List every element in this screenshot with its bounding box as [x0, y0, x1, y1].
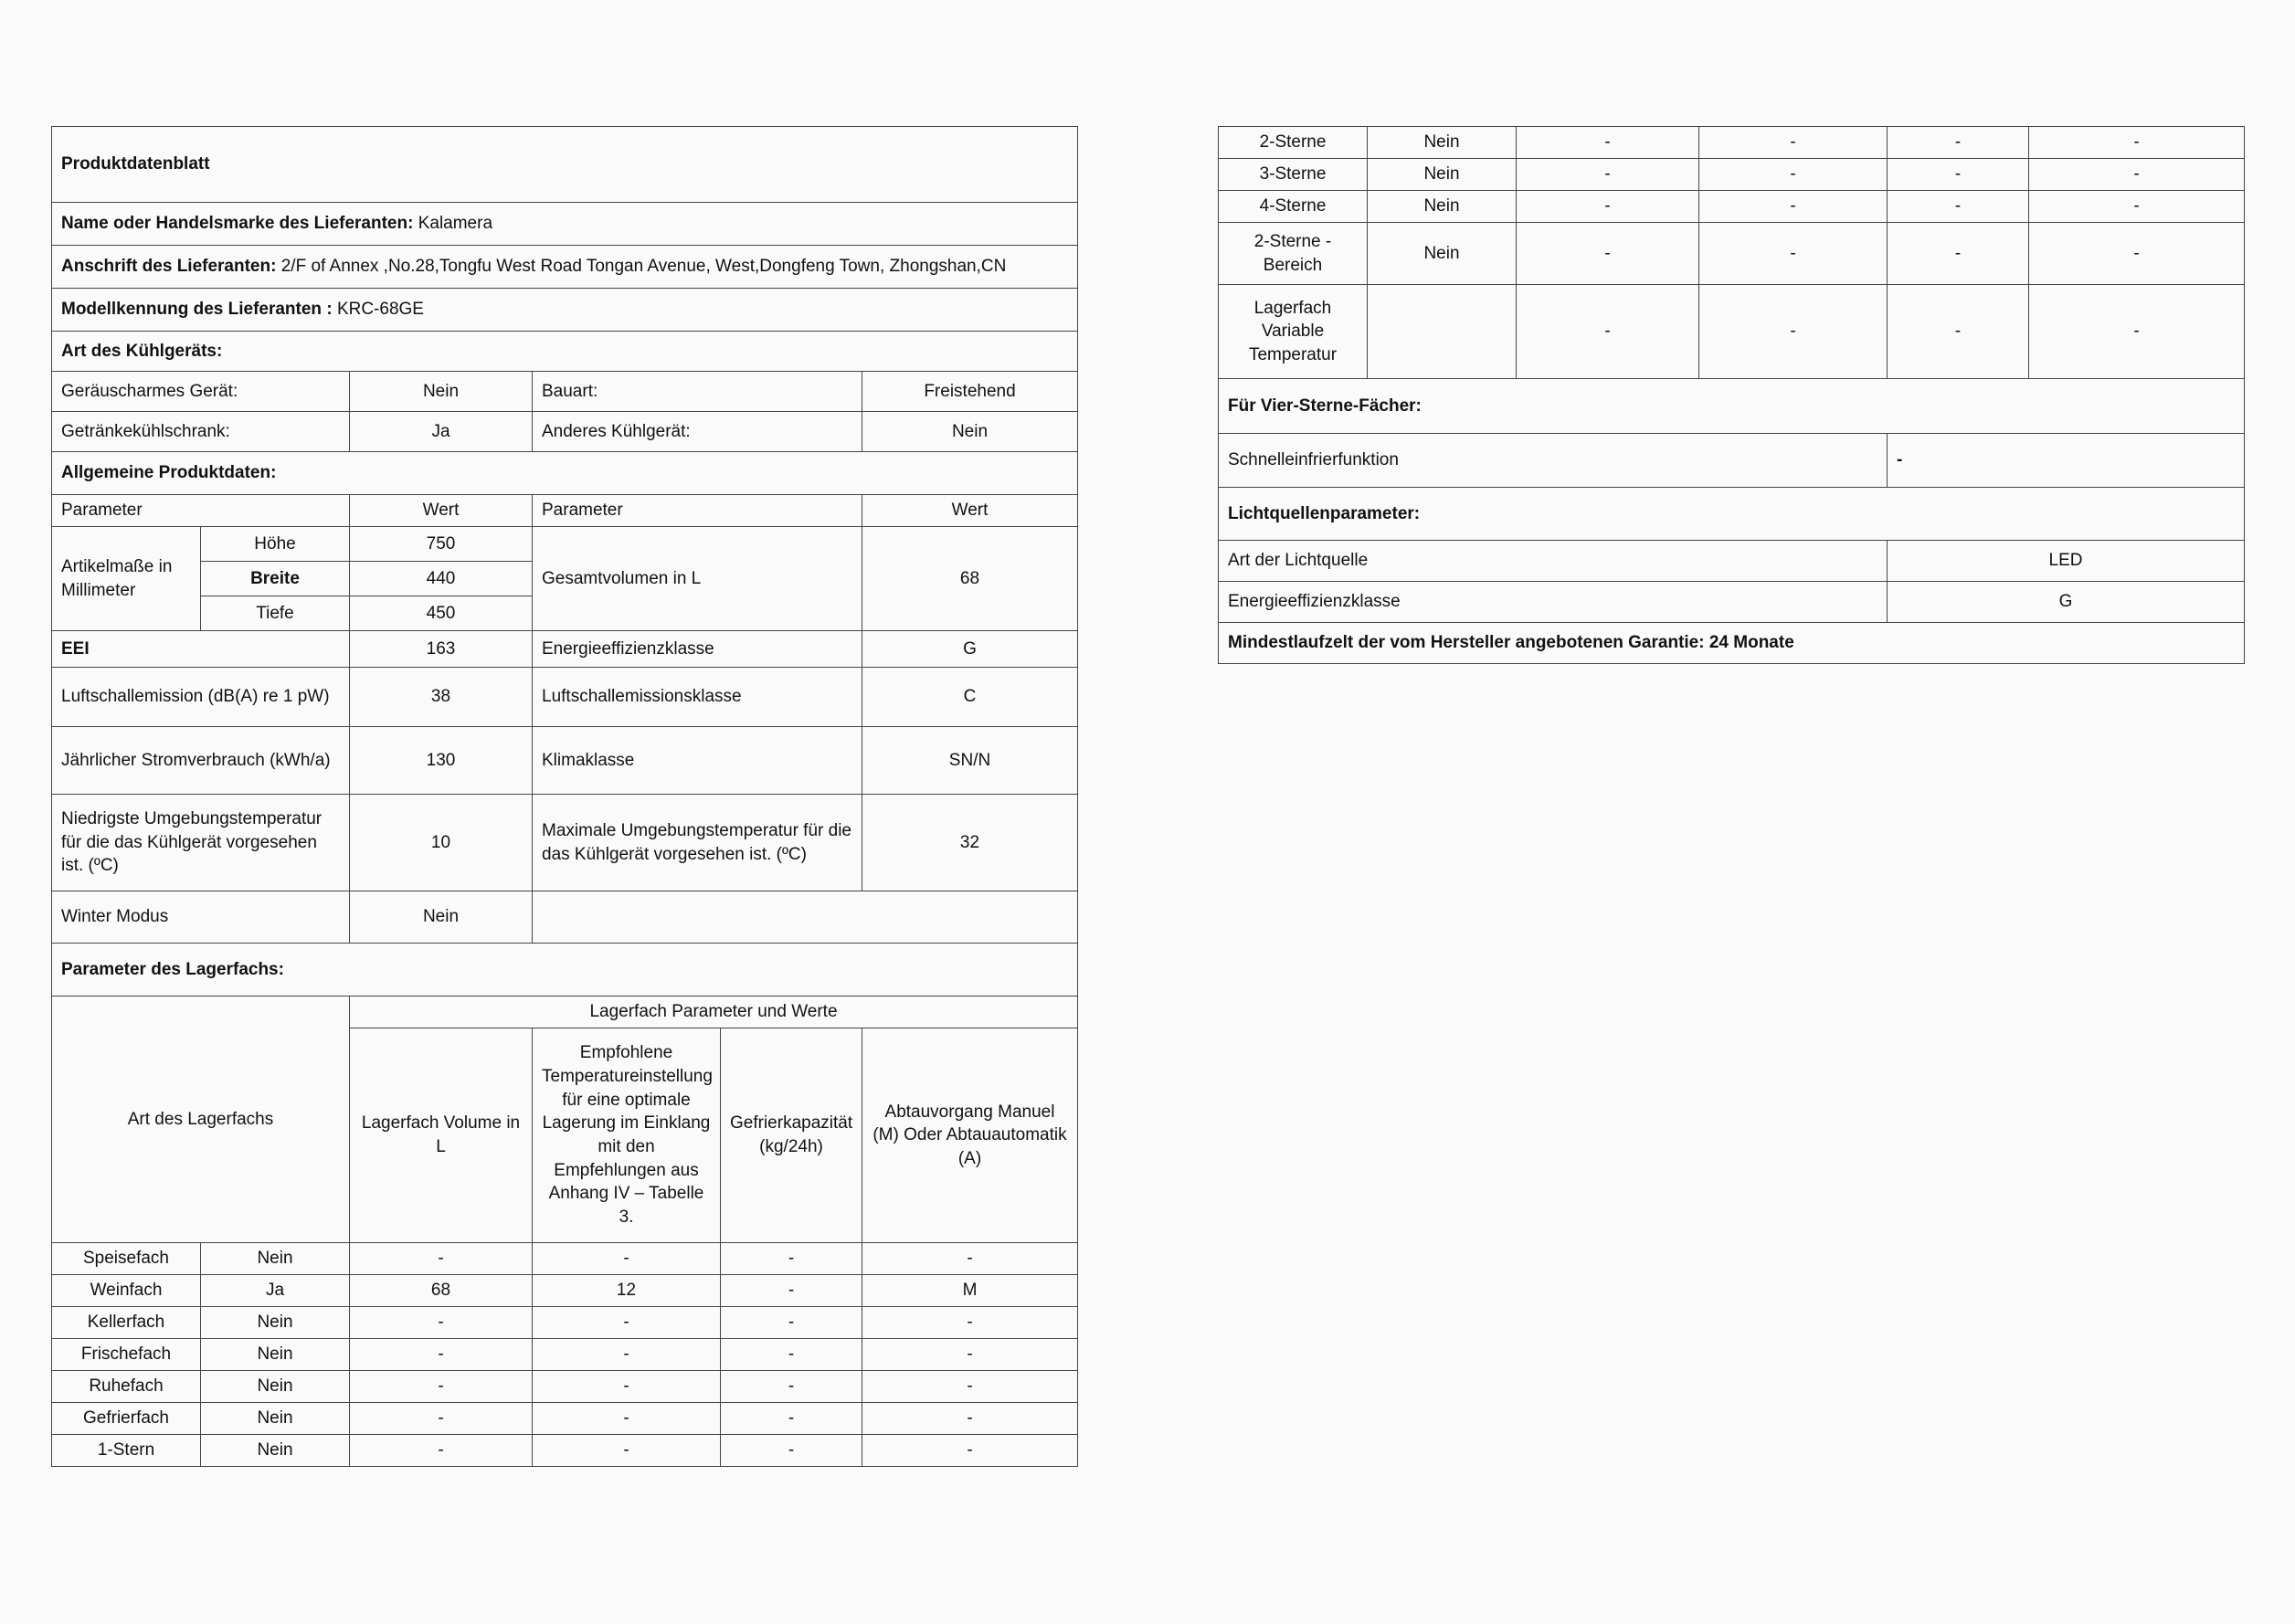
compartment-defrost: - — [2029, 223, 2245, 285]
compartment-row — [1219, 159, 2245, 191]
compartment-row — [1219, 223, 2245, 285]
compartment-freeze: - — [721, 1339, 862, 1371]
height-label: Höhe — [201, 527, 350, 562]
supplier-name: Kalamera — [418, 214, 493, 234]
col-freezing-capacity: Gefrierkapazität (kg/24h) — [721, 1028, 862, 1243]
compartment-rows-continued — [1219, 127, 2245, 379]
compartment-freeze: - — [1888, 191, 2029, 223]
compartment-temp: 12 — [533, 1275, 721, 1307]
consumption-label: Jährlicher Stromverbrauch (kWh/a) — [52, 727, 350, 795]
height-value: 750 — [350, 527, 533, 562]
compartment-row — [1219, 127, 2245, 159]
supplier-name-label: Name oder Handelsmarke des Lieferanten: — [61, 214, 414, 234]
compartment-temp: - — [533, 1403, 721, 1435]
col-defrost: Abtauvorgang Manuel (M) Oder Abtauautomatik (A) — [862, 1028, 1078, 1243]
compartment-present: Nein — [201, 1243, 350, 1275]
compartment-row — [52, 1275, 1078, 1307]
max-temp-value: 32 — [862, 795, 1078, 891]
compartment-name: 2-Sterne - Bereich — [1219, 223, 1368, 285]
energy-class-label: Energieeffizienzklasse — [533, 631, 862, 668]
compartment-row — [52, 1371, 1078, 1403]
compartment-group-header: Lagerfach Parameter und Werte — [350, 997, 1078, 1028]
energy-class-value: G — [862, 631, 1078, 668]
compartment-volume: - — [350, 1339, 533, 1371]
noise-class-label: Luftschallemissionsklasse — [533, 668, 862, 727]
width-label: Breite — [201, 562, 350, 596]
light-type-value: LED — [1888, 541, 2245, 582]
compartment-volume: - — [350, 1371, 533, 1403]
supplier-address-label: Anschrift des Lieferanten: — [61, 257, 277, 277]
compartment-rows — [52, 1243, 1078, 1467]
depth-value: 450 — [350, 596, 533, 631]
four-star-heading: Für Vier-Sterne-Fächer: — [1219, 379, 2245, 434]
compartment-volume: - — [1517, 191, 1699, 223]
supplier-address-row — [52, 246, 1078, 289]
compartment-volume: - — [1517, 159, 1699, 191]
compartment-temp: - — [533, 1339, 721, 1371]
compartment-defrost: - — [2029, 159, 2245, 191]
compartment-freeze: - — [1888, 223, 2029, 285]
quick-freeze-label: Schnelleinfrierfunktion — [1219, 434, 1888, 488]
eei-value: 163 — [350, 631, 533, 668]
compartment-row — [52, 1435, 1078, 1467]
light-class-label: Energieeffizienzklasse — [1219, 582, 1888, 623]
eei-label: EEI — [52, 631, 350, 668]
compartment-temp: - — [1699, 285, 1888, 379]
compartment-defrost: - — [862, 1307, 1078, 1339]
min-temp-label: Niedrigste Umgebungstemperatur für die das Kühlgerät vorgesehen ist. (ºC) — [52, 795, 350, 891]
compartment-defrost: - — [2029, 285, 2245, 379]
compartment-defrost: - — [862, 1243, 1078, 1275]
compartment-name: Weinfach — [52, 1275, 201, 1307]
light-heading: Lichtquellenparameter: — [1219, 488, 2245, 541]
compartment-temp: - — [533, 1307, 721, 1339]
general-data-heading: Allgemeine Produktdaten: — [52, 452, 1078, 495]
compartment-present: Nein — [201, 1403, 350, 1435]
compartment-name: 4-Sterne — [1219, 191, 1368, 223]
compartment-present: Nein — [1368, 223, 1517, 285]
winter-mode-value: Nein — [350, 891, 533, 944]
compartment-name: 3-Sterne — [1219, 159, 1368, 191]
col-value-2: Wert — [862, 495, 1078, 527]
quick-freeze-value: - — [1888, 434, 2245, 488]
compartment-row — [1219, 191, 2245, 223]
other-cooler-value: Nein — [862, 412, 1078, 452]
dimensions-label: Artikelmaße in Millimeter — [52, 527, 201, 631]
compartment-row — [1219, 285, 2245, 379]
compartment-present: Nein — [1368, 127, 1517, 159]
compartment-freeze: - — [721, 1403, 862, 1435]
compartments-heading: Parameter des Lagerfachs: — [52, 944, 1078, 997]
design-value: Freistehend — [862, 372, 1078, 412]
compartment-defrost: - — [862, 1435, 1078, 1467]
compartment-temp: - — [1699, 159, 1888, 191]
compartment-name: Gefrierfach — [52, 1403, 201, 1435]
noise-class-value: C — [862, 668, 1078, 727]
compartment-present: Nein — [201, 1339, 350, 1371]
compartment-temp: - — [533, 1435, 721, 1467]
compartment-temp: - — [1699, 191, 1888, 223]
compartment-freeze: - — [721, 1307, 862, 1339]
width-value: 440 — [350, 562, 533, 596]
supplier-address: 2/F of Annex ,No.28,Tongfu West Road Tongan Avenue, West,Dongfeng Town, Zhongshan,CN — [280, 257, 1007, 277]
product-datasheet-left — [51, 126, 1078, 1467]
compartment-temp: - — [1699, 127, 1888, 159]
total-volume-value: 68 — [862, 527, 1078, 631]
compartment-present: Nein — [201, 1435, 350, 1467]
compartment-row — [52, 1403, 1078, 1435]
model-row — [52, 289, 1078, 332]
compartment-name: 1-Stern — [52, 1435, 201, 1467]
compartment-freeze: - — [721, 1371, 862, 1403]
compartment-present: Nein — [1368, 159, 1517, 191]
noise-value: 38 — [350, 668, 533, 727]
compartment-row — [52, 1243, 1078, 1275]
appliance-type-heading: Art des Kühlgeräts: — [52, 332, 1078, 372]
supplier-name-row — [52, 203, 1078, 246]
col-compartment-volume: Lagerfach Volume in L — [350, 1028, 533, 1243]
winter-mode-label: Winter Modus — [52, 891, 350, 944]
page-title: Produktdatenblatt — [52, 127, 1078, 203]
compartment-defrost: M — [862, 1275, 1078, 1307]
model-label: Modellkennung des Lieferanten : — [61, 300, 333, 320]
compartment-name: Frischefach — [52, 1339, 201, 1371]
compartment-volume: 68 — [350, 1275, 533, 1307]
depth-label: Tiefe — [201, 596, 350, 631]
noise-label: Luftschallemission (dB(A) re 1 pW) — [52, 668, 350, 727]
compartment-defrost: - — [862, 1339, 1078, 1371]
compartment-volume: - — [1517, 285, 1699, 379]
col-value: Wert — [350, 495, 533, 527]
compartment-temp: - — [533, 1371, 721, 1403]
col-recommended-temp: Empfohlene Temperatureinstellung für eine optimale Lagerung im Einklang mit den Empfehlungen aus Anhang IV – Tabelle 3. — [533, 1028, 721, 1243]
model-id: KRC-68GE — [336, 300, 424, 320]
compartment-volume: - — [350, 1307, 533, 1339]
compartment-present: Nein — [1368, 191, 1517, 223]
consumption-value: 130 — [350, 727, 533, 795]
min-temp-value: 10 — [350, 795, 533, 891]
wine-cooler-value: Ja — [350, 412, 533, 452]
compartment-freeze: - — [1888, 159, 2029, 191]
compartment-freeze: - — [1888, 285, 2029, 379]
climate-class-value: SN/N — [862, 727, 1078, 795]
col-parameter-2: Parameter — [533, 495, 862, 527]
compartment-row — [52, 1339, 1078, 1371]
light-class-value: G — [1888, 582, 2245, 623]
compartment-defrost: - — [2029, 127, 2245, 159]
compartment-row — [52, 1307, 1078, 1339]
design-label: Bauart: — [533, 372, 862, 412]
compartment-volume: - — [1517, 127, 1699, 159]
compartment-defrost: - — [862, 1403, 1078, 1435]
compartment-volume: - — [350, 1403, 533, 1435]
compartment-type-header: Art des Lagerfachs — [52, 997, 350, 1243]
compartment-present: Ja — [201, 1275, 350, 1307]
total-volume-label: Gesamtvolumen in L — [533, 527, 862, 631]
other-cooler-label: Anderes Kühlgerät: — [533, 412, 862, 452]
compartment-temp: - — [1699, 223, 1888, 285]
warranty: Mindestlaufzelt der vom Hersteller angebotenen Garantie: 24 Monate — [1219, 623, 2245, 664]
climate-class-label: Klimaklasse — [533, 727, 862, 795]
compartment-present: Nein — [201, 1307, 350, 1339]
compartment-volume: - — [1517, 223, 1699, 285]
compartment-name: Lagerfach Variable Temperatur — [1219, 285, 1368, 379]
wine-cooler-label: Getränkekühlschrank: — [52, 412, 350, 452]
compartment-freeze: - — [721, 1435, 862, 1467]
compartment-defrost: - — [862, 1371, 1078, 1403]
compartment-volume: - — [350, 1435, 533, 1467]
low-noise-value: Nein — [350, 372, 533, 412]
col-parameter: Parameter — [52, 495, 350, 527]
compartment-freeze: - — [721, 1243, 862, 1275]
max-temp-label: Maximale Umgebungstemperatur für die das Kühlgerät vorgesehen ist. (ºC) — [533, 795, 862, 891]
product-datasheet-right — [1218, 126, 2245, 664]
compartment-freeze: - — [1888, 127, 2029, 159]
compartment-name: Ruhefach — [52, 1371, 201, 1403]
compartment-temp: - — [533, 1243, 721, 1275]
compartment-defrost: - — [2029, 191, 2245, 223]
low-noise-label: Geräuscharmes Gerät: — [52, 372, 350, 412]
compartment-name: Kellerfach — [52, 1307, 201, 1339]
empty-cell — [533, 891, 1078, 944]
compartment-freeze: - — [721, 1275, 862, 1307]
compartment-present: Nein — [201, 1371, 350, 1403]
compartment-name: Speisefach — [52, 1243, 201, 1275]
light-type-label: Art der Lichtquelle — [1219, 541, 1888, 582]
compartment-present — [1368, 285, 1517, 379]
compartment-name: 2-Sterne — [1219, 127, 1368, 159]
compartment-volume: - — [350, 1243, 533, 1275]
